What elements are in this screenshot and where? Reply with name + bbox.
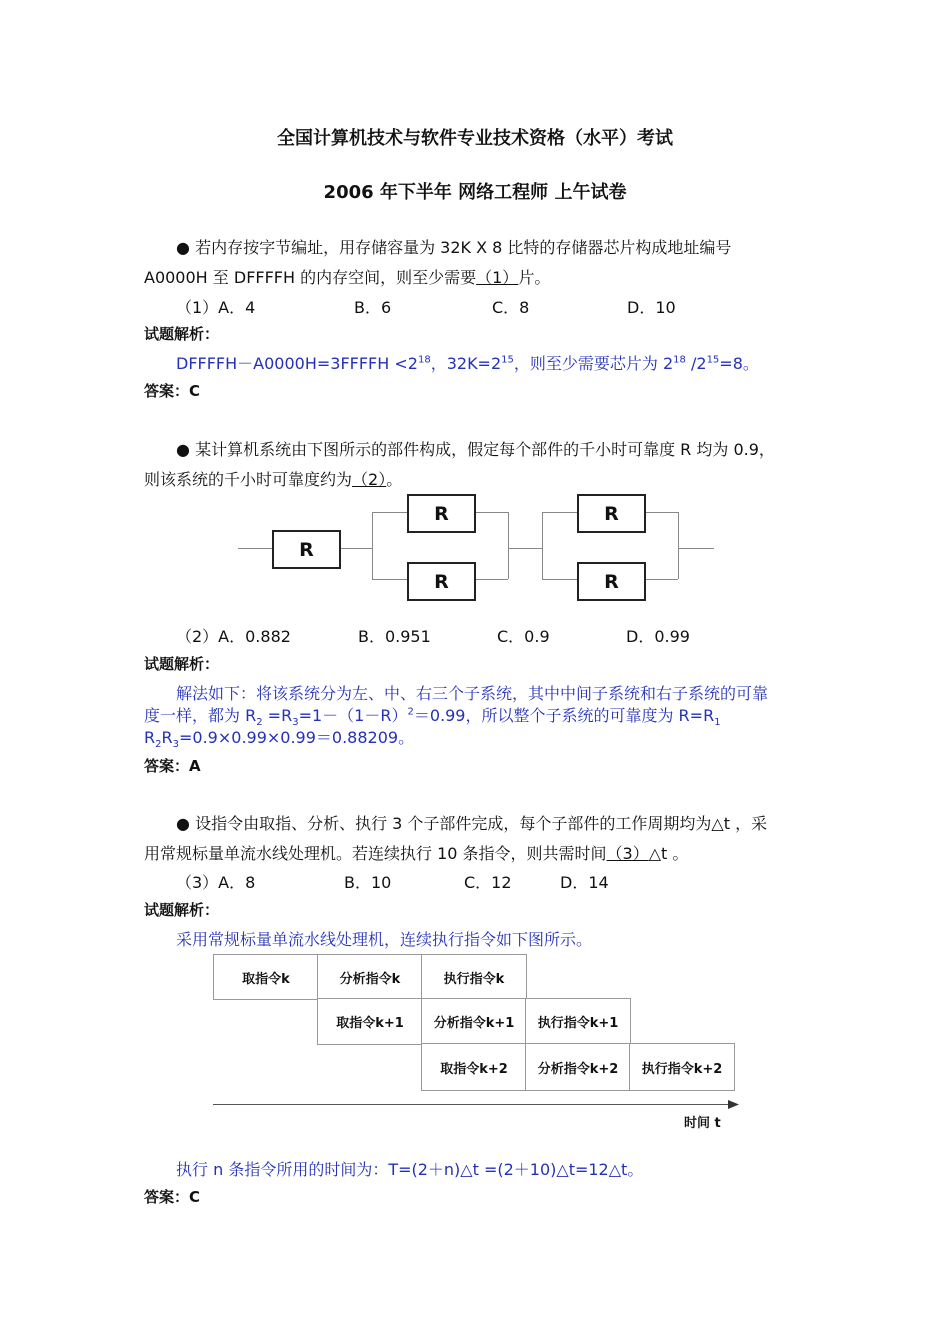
question-2-line-1 [176,437,775,460]
component-r-left: R [272,530,341,569]
stage-decode-k2: 分析指令k+2 [525,1043,631,1091]
time-axis [213,1104,735,1105]
question-2-text-3: 。 [386,470,403,489]
question-3-text-2: 用常规标量单流水线处理机。若连续执行 10 条指令，则共需时间 [144,844,607,863]
component-r-right-bottom: R [577,562,646,601]
answer-3: 答案：C [144,1188,201,1206]
component-r-right-top: R [577,494,646,533]
option-1d: D．10 [627,298,676,317]
stage-fetch-k2: 取指令k+2 [421,1043,527,1091]
question-1-text: 若内存按字节编址，用存储容量为 32K X 8 比特的存储器芯片构成地址编号 [195,238,732,257]
stage-fetch-k: 取指令k [213,954,319,1000]
answer-2: 答案：A [144,757,201,775]
exam-title: 全国计算机技术与软件专业技术资格（水平）考试 [277,128,673,149]
axis-arrow-icon [728,1099,740,1110]
option-3d: D．14 [560,873,609,892]
question-1-text-3: 片。 [518,268,551,287]
stage-execute-k2: 执行指令k+2 [629,1043,735,1091]
question-2-text-2: 则该系统的千小时可靠度约为 [144,470,353,489]
stage-fetch-k1: 取指令k+1 [317,998,423,1045]
question-1-line-1 [176,235,731,258]
answer-1: 答案：C [144,382,201,400]
analysis-2-line-3: $R_2R_3=0.9\times 0.99\times 0.99=0.88209$。 [144,728,415,751]
question-2-line-2 [144,467,402,490]
option-2a: （2）A．0.882 [176,627,291,646]
question-3-text-3: △t 。 [648,844,689,863]
blank-3: （3） [606,844,649,863]
analysis-label-3: 试题解析： [144,901,220,919]
option-2d: D．0.99 [626,627,690,646]
analysis-1: DFFFFH－A0000H=3FFFFH $<2^{18}$，$32K=2^{15}$，则至少需要芯片为 $2^{18}$ $/2^{15}=8$。 [176,354,759,373]
bullet-icon: ● [176,238,190,257]
question-3-line-1 [176,811,767,834]
analysis-label-1: 试题解析： [144,325,220,343]
analysis-3-formula: 执行 n 条指令所用的时间为：T=(2＋n)△t =(2＋10)△t=12△t。 [176,1160,644,1179]
stage-execute-k1: 执行指令k+1 [525,998,631,1045]
analysis-3-line-1: 采用常规标量单流水线处理机，连续执行指令如下图所示。 [176,930,593,949]
option-3a: （3）A．8 [176,873,256,892]
analysis-2-line-2: 度一样，都为 $R_2 =R_3=1-(1-R)^2=0.99$，所以整个子系统的可靠度为 $R=R_1$ [144,706,721,729]
paper-title: 2006 年下半年 网络工程师 上午试卷 [323,182,627,203]
option-1c: C．8 [492,298,530,317]
bullet-icon: ● [176,814,190,833]
component-r-middle-top: R [407,494,476,533]
bullet-icon: ● [176,440,190,459]
question-1-line-2 [144,265,550,288]
stage-decode-k1: 分析指令k+1 [421,998,527,1045]
component-r-middle-bottom: R [407,562,476,601]
option-1b: B．6 [354,298,392,317]
analysis-2-line-1: 解法如下：将该系统分为左、中、右三个子系统，其中中间子系统和右子系统的可靠 [176,684,769,703]
option-2c: C．0.9 [497,627,550,646]
axis-label: 时间 t [684,1116,721,1131]
option-3b: B．10 [344,873,392,892]
option-3c: C．12 [464,873,512,892]
stage-execute-k: 执行指令k [421,954,527,1000]
question-3-line-2 [144,841,688,864]
stage-decode-k: 分析指令k [317,954,423,1000]
question-1-text-2: A0000H 至 DFFFFH 的内存空间，则至少需要 [144,268,477,287]
question-2-text: 某计算机系统由下图所示的部件构成，假定每个部件的千小时可靠度 R 均为 0.9， [195,440,775,459]
blank-2: （2） [352,470,387,489]
option-1a: （1）A．4 [176,298,256,317]
question-3-text: 设指令由取指、分析、执行 3 个子部件完成，每个子部件的工作周期均为△t ，采 [195,814,768,833]
option-2b: B．0.951 [358,627,431,646]
analysis-label-2: 试题解析： [144,655,220,673]
blank-1: （1） [476,268,519,287]
